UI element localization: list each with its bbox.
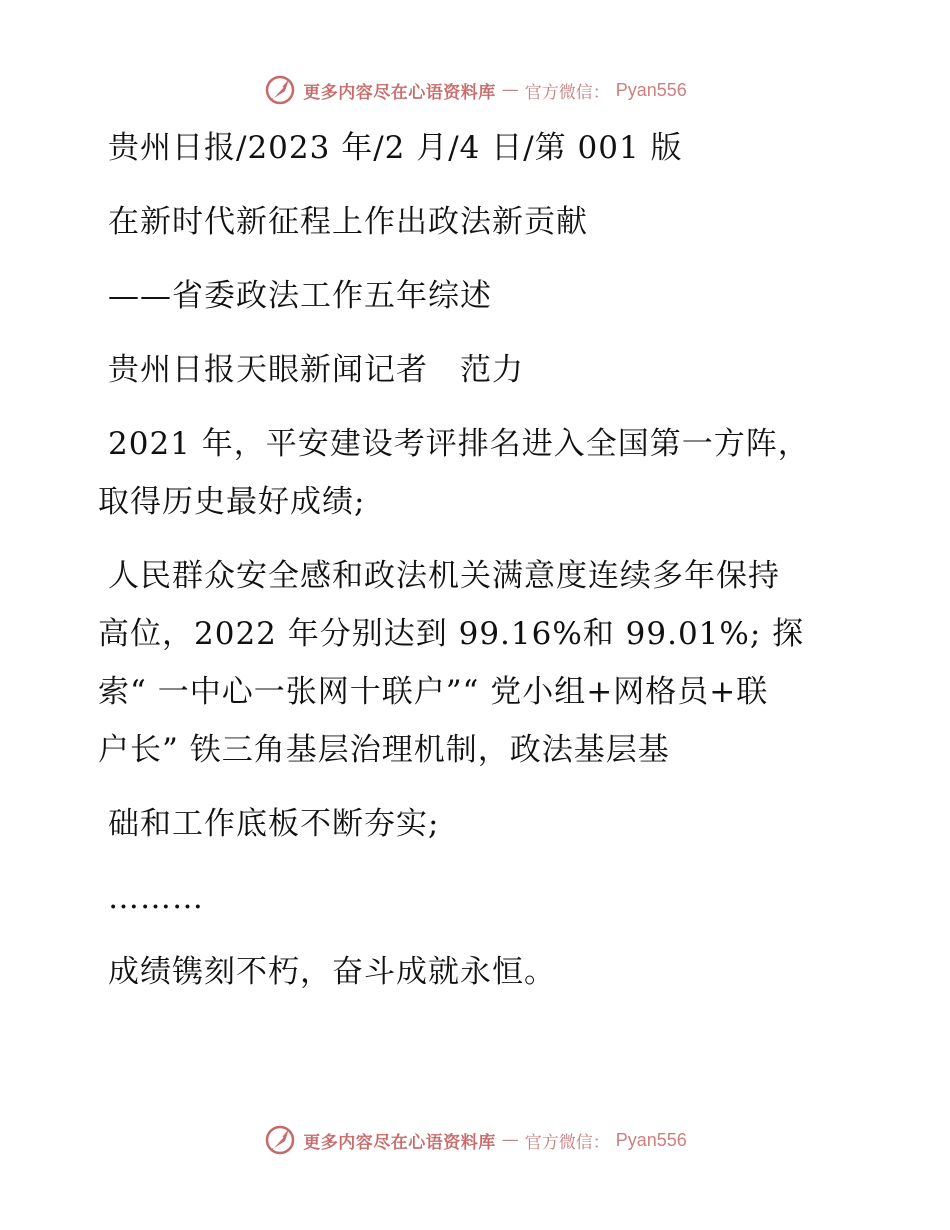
footer-watermark [0, 1120, 950, 1160]
ellipsis-line: ……… [108, 880, 204, 916]
watermark-label: 官方微信： [524, 1132, 610, 1153]
byline: 贵州日报天眼新闻记者 范力 [108, 352, 524, 388]
body-line: 取得历史最好成绩; [98, 484, 366, 520]
watermark-id: Pyan556 [615, 1129, 687, 1150]
watermark-text: 更多内容尽在心语资料库 [303, 82, 496, 103]
body-line: 人民群众安全感和政法机关满意度连续多年保持 [108, 558, 780, 594]
watermark-separator: — [501, 80, 519, 100]
quill-logo-icon [263, 73, 297, 107]
article-title: 在新时代新征程上作出政法新贡献 [108, 204, 588, 240]
header-watermark [0, 70, 950, 110]
body-line: 户长” 铁三角基层治理机制，政法基层基 [98, 732, 670, 768]
body-line: 础和工作底板不断夯实; [108, 806, 440, 842]
dateline: 贵州日报/2023 年/2 月/4 日/第 001 版 [108, 130, 683, 166]
watermark-separator: — [501, 1130, 519, 1150]
closing-line: 成绩镌刻不朽，奋斗成就永恒。 [108, 954, 556, 990]
watermark-id: Pyan556 [615, 79, 687, 100]
body-line: 高位，2022 年分别达到 99.16%和 99.01%; 探 [98, 616, 805, 652]
article-subtitle: ——省委政法工作五年综述 [108, 278, 492, 314]
quill-logo-icon [263, 1123, 297, 1157]
body-line: 索“ 一中心一张网十联户”“ 党小组+网格员+联 [98, 674, 769, 710]
watermark-text: 更多内容尽在心语资料库 [303, 1132, 496, 1153]
body-line: 2021 年，平安建设考评排名进入全国第一方阵， [108, 426, 810, 462]
watermark-label: 官方微信： [524, 82, 610, 103]
